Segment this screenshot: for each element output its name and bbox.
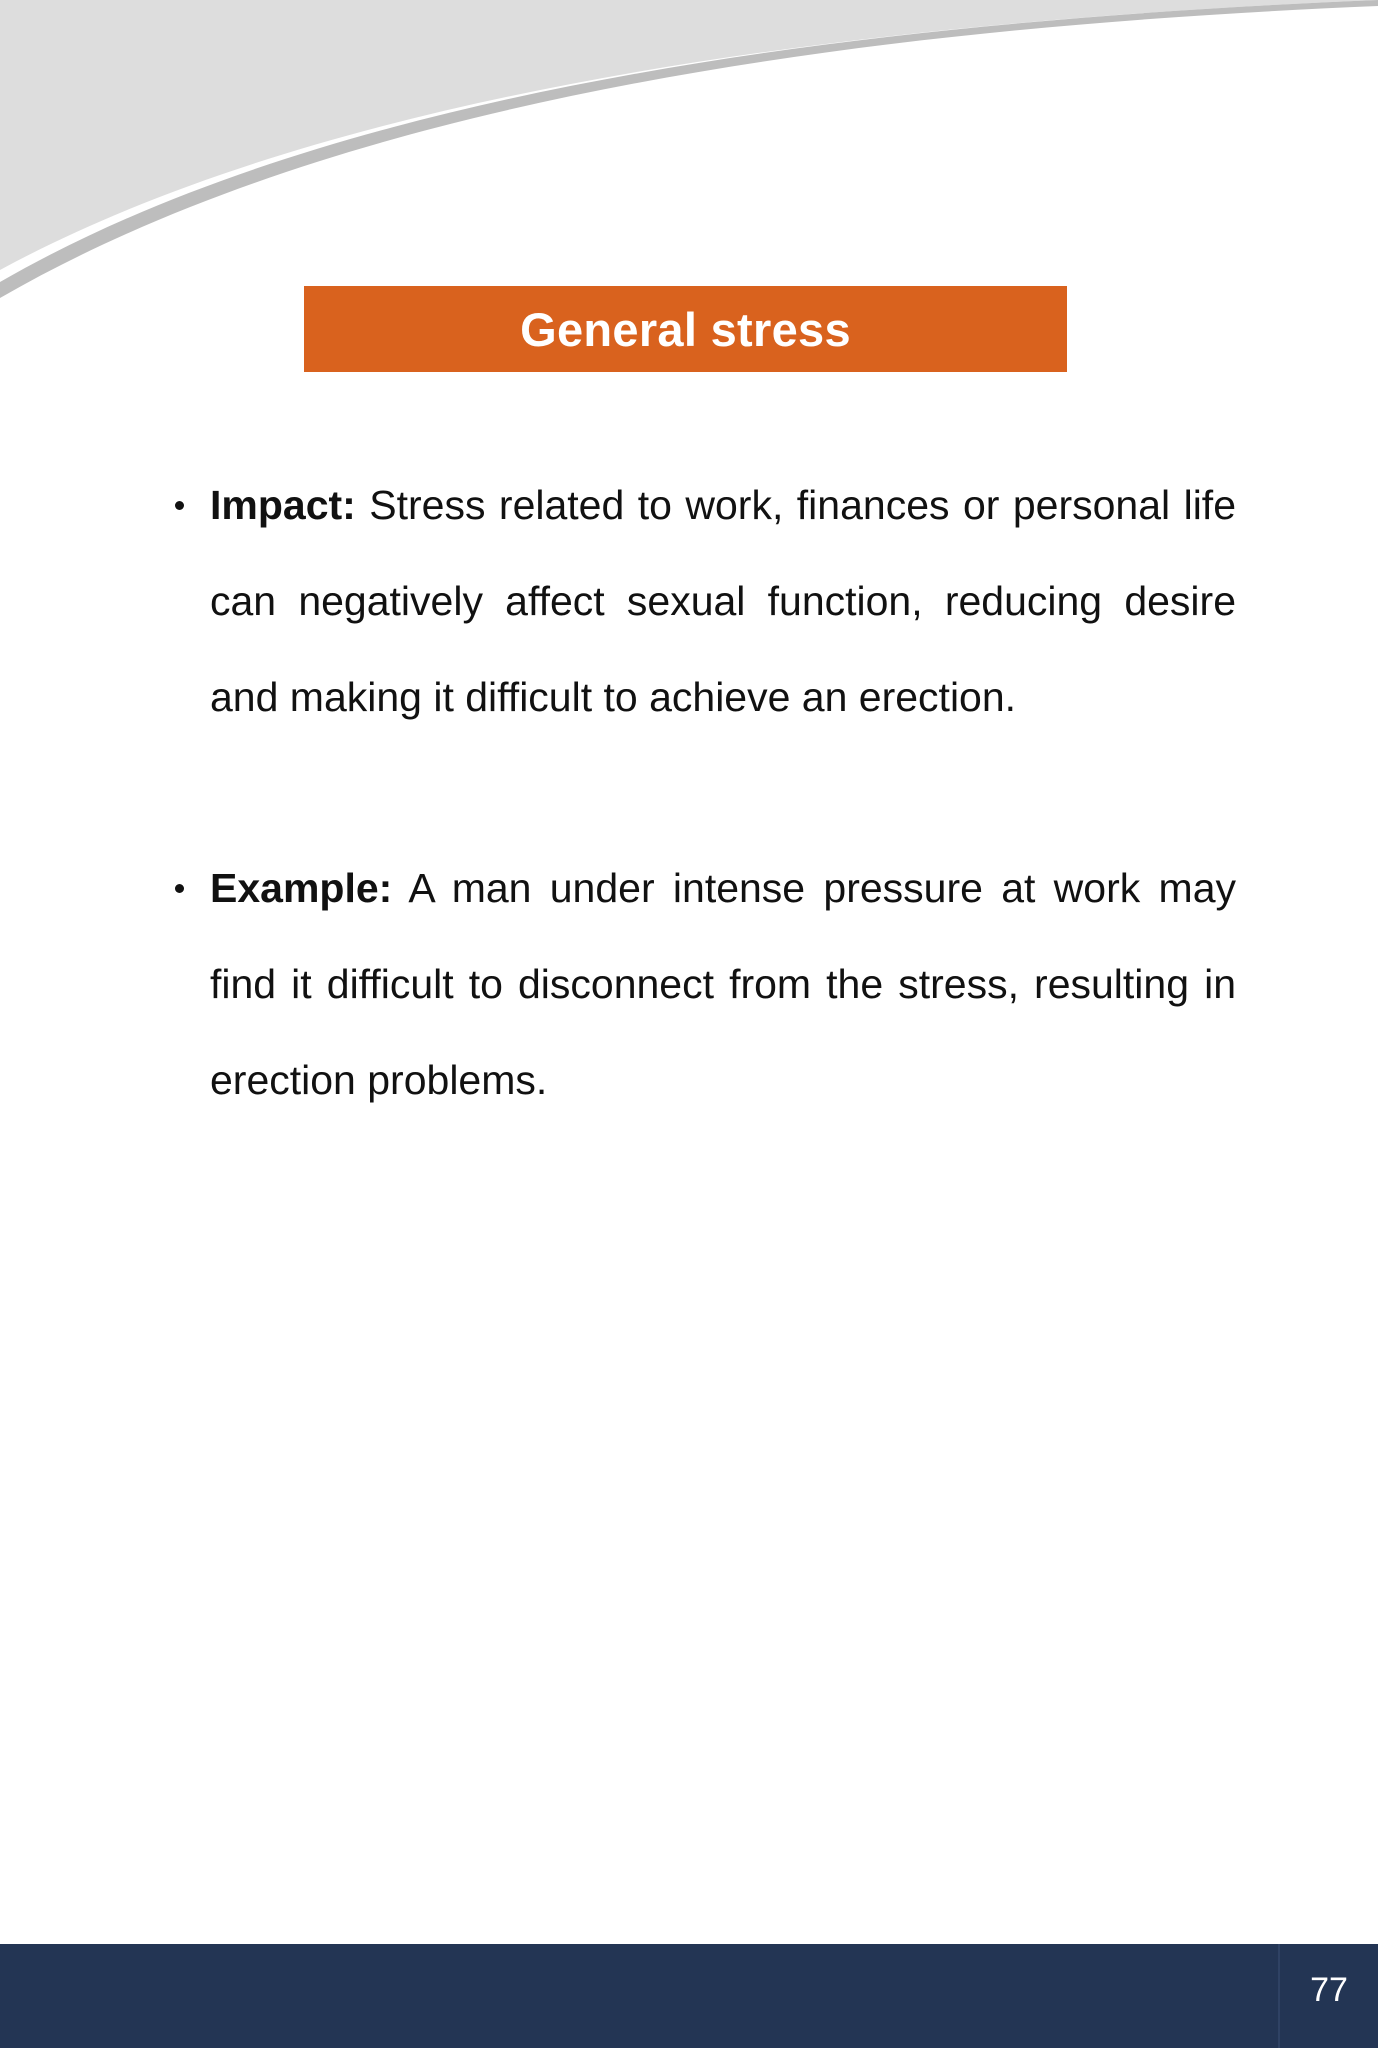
bullet-term: Example:	[210, 865, 393, 911]
bullet-term: Impact:	[210, 482, 356, 528]
section-title: General stress	[520, 302, 851, 356]
footer-bar	[0, 1944, 1378, 2048]
section-title-bar	[304, 286, 1067, 372]
page-corner-swoosh	[0, 0, 1378, 300]
swoosh-fill	[0, 0, 1378, 270]
bullet-item-example	[210, 840, 1236, 1128]
bullet-dot-icon	[175, 501, 184, 510]
bullet-item-impact	[210, 457, 1236, 745]
page-number: 77	[1310, 1970, 1348, 2009]
bullet-dot-icon	[175, 884, 184, 893]
bullet-text: Stress related to work, finances or personal life can negatively affect sexual function, reducing desire and making it difficult to achieve an erection.	[210, 482, 1236, 720]
bullet-text: A man under intense pressure at work may find it difficult to disconnect from the stress, resulting in erection problems.	[210, 865, 1236, 1103]
